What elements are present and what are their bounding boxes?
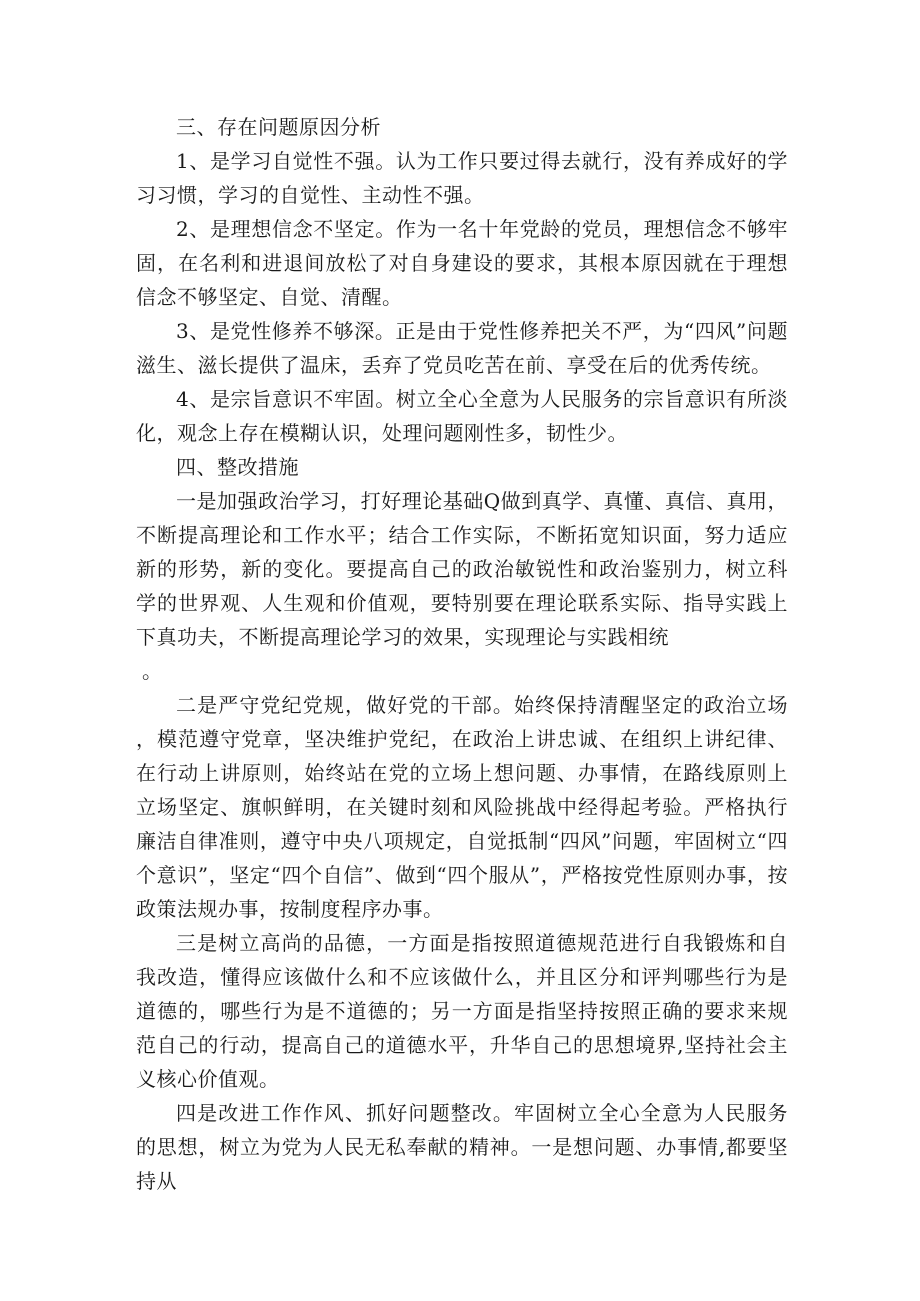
cause-item-1: 1、是学习自觉性不强。认为工作只要过得去就行，没有养成好的学习习惯，学习的自觉性、主动性不强。 [136, 149, 788, 207]
measure-paragraph-4: 四是改进工作作风、抓好问题整改。牢固树立全心全意为人民服务的思想，树立为党为人民无私奉献的精神。一是想问题、办事情,都要坚持从 [136, 1101, 788, 1193]
section-heading-measures: 四、整改措施 [176, 455, 299, 479]
measure-paragraph-1: 一是加强政治学习，打好理论基础Q做到真学、真懂、真信、真用，不断提高理论和工作水平；结合工作实际，不断拓宽知识面，努力适应新的形势，新的变化。要提高自己的政治敏锐性和政治鉴别力，树立科学的世界观、人生观和价值观，要特别要在理论联系实际、指导实践上下真功夫，不断提高理论学习的效果，实现理论与实践相统 [136, 489, 788, 649]
measure-paragraph-3: 三是树立高尚的品德，一方面是指按照道德规范进行自我锻炼和自我改造，懂得应该做什么和不应该做什么，并且区分和评判哪些行为是道德的，哪些行为是不道德的；另一方面是指坚持按照正确的要求来规范自己的行动，提高自己的道德水平，升华自己的思想境界,坚持社会主义核心价值观。 [136, 931, 788, 1091]
document-body [136, 110, 788, 1198]
cause-item-2: 2、是理想信念不坚定。作为一名十年党龄的党员，理想信念不够牢固，在名利和进退间放松了对自身建设的要求，其根本原因就在于理想信念不够坚定、自觉、清醒。 [136, 217, 788, 309]
measure-paragraph-2: 二是严守党纪党规，做好党的干部。始终保持清醒坚定的政治立场，模范遵守党章，坚决维护党纪，在政治上讲忠诚、在组织上讲纪律、在行动上讲原则，始终站在党的立场上想问题、办事情，在路线原则上立场坚定、旗帜鲜明，在关键时刻和风险挑战中经得起考验。严格执行廉洁自律准则，遵守中央八项规定，自觉抵制“四风”问题，牢固树立“四个意识”，坚定“四个自信”、做到“四个服从”，严格按党性原则办事，按政策法规办事，按制度程序办事。 [136, 693, 788, 921]
cause-item-4: 4、是宗旨意识不牢固。树立全心全意为人民服务的宗旨意识有所淡化，观念上存在模糊认识，处理问题刚性多，韧性少。 [136, 387, 788, 445]
section-heading-causes: 三、存在问题原因分析 [176, 115, 381, 139]
measure-1-tail-punctuation: 。 [142, 659, 163, 683]
cause-item-3: 3、是党性修养不够深。正是由于党性修养把关不严，为“四风”问题滋生、滋长提供了温床，丢弃了党员吃苦在前、享受在后的优秀传统。 [136, 319, 788, 377]
